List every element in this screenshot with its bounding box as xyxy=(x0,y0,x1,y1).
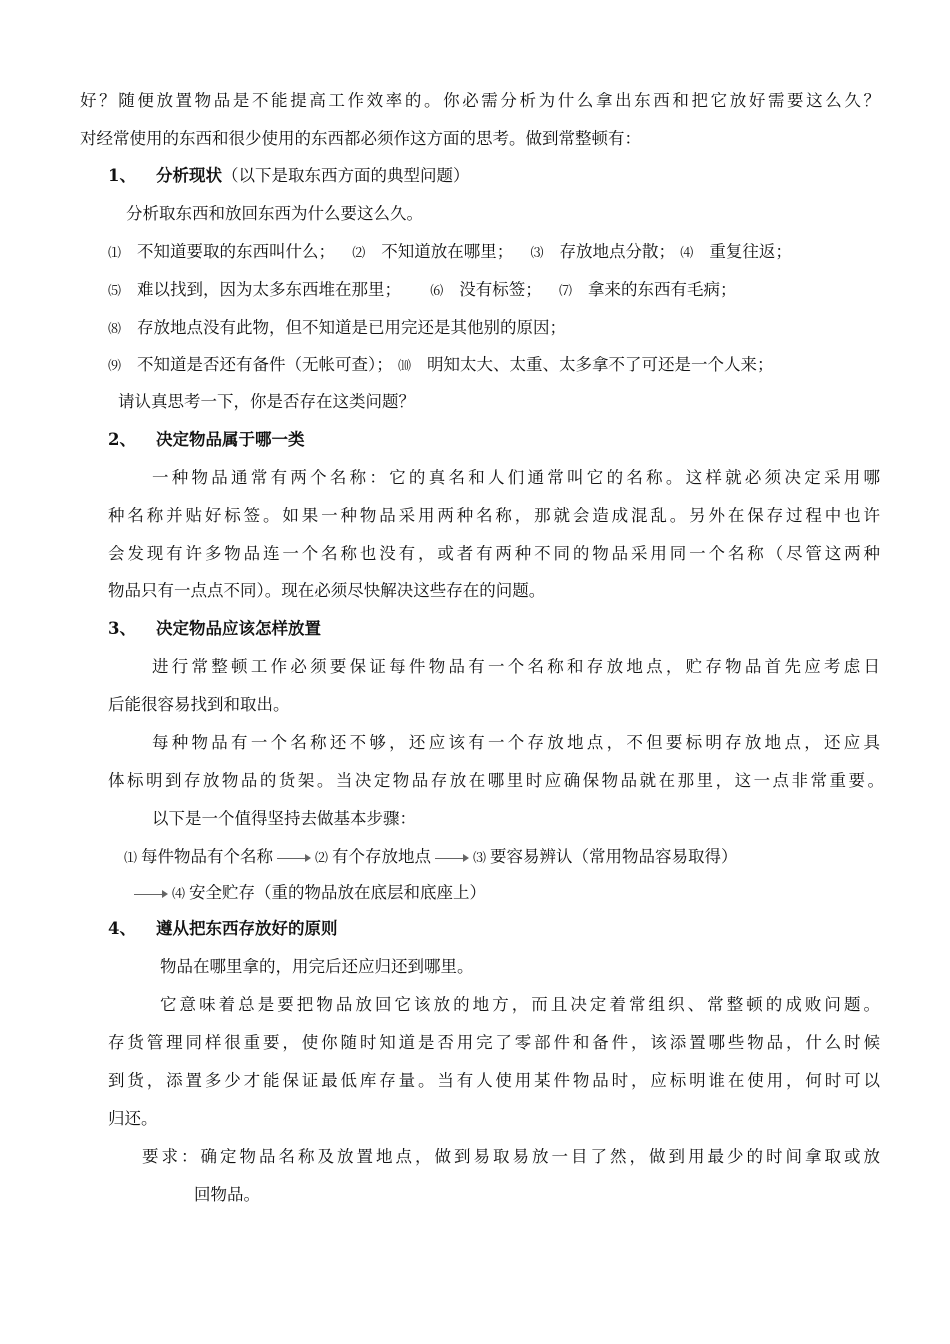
step-text: 要容易辨认（常用物品容易取得） xyxy=(490,847,738,866)
arrow-right-icon xyxy=(435,851,469,865)
section-2-title: 决定物品属于哪一类 xyxy=(156,430,305,449)
problem-text: 不知道放在哪里； xyxy=(381,242,514,261)
step-number: ⑶ xyxy=(473,851,487,866)
step-number: ⑵ xyxy=(315,851,329,866)
requirement-line-1: 要求：确定物品名称及放置地点，做到易取易放一目了然，做到用最少的时间拿取或放 xyxy=(142,1147,880,1166)
problem-text: 存放地点没有此物，但不知道是已用完还是其他别的原因； xyxy=(137,318,567,337)
steps-row-2 xyxy=(130,882,880,906)
section-3-line-1: 进行常整顿工作必须要保证每件物品有一个名称和存放地点，贮存物品首先应考虑日 xyxy=(152,657,880,676)
problem-number: ⑷ xyxy=(680,246,694,261)
problem-text: 重复往返； xyxy=(709,242,792,261)
section-1-subtitle: （以下是取东西方面的典型问题） xyxy=(222,166,470,185)
section-3-number: 3、 xyxy=(108,619,136,638)
section-4-line-2: 它意味着总是要把物品放回它该放的地方，而且决定着常组织、常整顿的成败问题。 xyxy=(160,995,880,1014)
steps-row-1 xyxy=(124,846,880,870)
step-text: 有个存放地点 xyxy=(332,847,432,866)
requirement-line-2: 回物品。 xyxy=(194,1185,260,1204)
section-4-line-4: 到货，添置多少才能保证最低库存量。当有人使用某件物品时，应标明谁在使用，何时可以 xyxy=(108,1071,880,1090)
step-text: 每件物品有个名称 xyxy=(141,847,274,866)
section-2-heading xyxy=(108,429,880,451)
section-4-line-3: 存货管理同样很重要，使你随时知道是否用完了零部件和备件，该添置哪些物品，什么时候 xyxy=(108,1033,880,1052)
problem-text: 难以找到，因为太多东西堆在那里； xyxy=(137,280,402,299)
section-1-heading xyxy=(108,165,880,187)
section-1-number: 1、 xyxy=(108,166,136,185)
section-1-lead: 分析取东西和放回东西为什么要这么久。 xyxy=(126,204,423,223)
problem-row-4 xyxy=(108,354,884,378)
section-4-number: 4、 xyxy=(108,919,136,938)
section-3-line-3: 每种物品有一个名称还不够，还应该有一个存放地点，不但要标明存放地点，还应具 xyxy=(152,733,880,752)
problem-number: ⑵ xyxy=(352,246,366,261)
problem-text: 拿来的东西有毛病； xyxy=(588,280,737,299)
problem-row-2 xyxy=(108,279,880,303)
section-4-heading xyxy=(108,918,880,940)
step-text: 安全贮存（重的物品放在底层和底座上） xyxy=(189,883,487,902)
intro-line-1: 好？随便放置物品是不能提高工作效率的。你必需分析为什么拿出东西和把它放好需要这么久？ xyxy=(80,91,880,110)
arrow-right-icon xyxy=(277,851,311,865)
problem-row-3 xyxy=(108,317,880,341)
problem-number: ⑹ xyxy=(430,284,444,299)
problem-number: ⑶ xyxy=(530,246,544,261)
section-3-line-4: 体标明到存放物品的货架。当决定物品存放在哪里时应确保物品就在那里，这一点非常重要。 xyxy=(108,771,884,790)
problem-number: ⑺ xyxy=(559,284,573,299)
section-4-title: 遵从把东西存放好的原则 xyxy=(156,919,338,938)
problem-number: ⑻ xyxy=(108,322,122,337)
problem-text: 存放地点分散； xyxy=(559,242,676,261)
section-1-title: 分析现状 xyxy=(156,166,222,185)
intro-line-2: 对经常使用的东西和很少使用的东西都必须作这方面的思考。做到常整顿有： xyxy=(80,129,641,148)
problem-number: ⑴ xyxy=(108,246,122,261)
section-2-line-2: 种名称并贴好标签。如果一种物品采用两种名称，那就会造成混乱。另外在保存过程中也许 xyxy=(108,506,880,525)
section-3-line-2: 后能很容易找到和取出。 xyxy=(108,695,290,714)
section-1-closing: 请认真思考一下，你是否存在这类问题？ xyxy=(118,392,415,411)
problem-number: ⑼ xyxy=(108,359,122,374)
problem-text: 明知太大、太重、太多拿不了可还是一个人来； xyxy=(427,355,774,374)
section-2-line-3: 会发现有许多物品连一个名称也没有，或者有两种不同的物品采用同一个名称（尽管这两种 xyxy=(108,544,880,563)
section-4-line-5: 归还。 xyxy=(108,1109,158,1128)
section-3-line-5: 以下是一个值得坚持去做基本步骤： xyxy=(152,809,416,828)
section-2-number: 2、 xyxy=(108,430,136,449)
problem-text: 不知道要取的东西叫什么； xyxy=(137,242,336,261)
arrow-right-icon xyxy=(134,887,168,901)
problem-text: 不知道是否还有备件（无帐可查）； xyxy=(137,355,393,374)
problem-number: ⑸ xyxy=(108,284,122,299)
section-2-line-4: 物品只有一点点不同）。现在必须尽快解决这些存在的问题。 xyxy=(108,581,546,600)
section-4-line-1: 物品在哪里拿的，用完后还应归还到哪里。 xyxy=(160,957,474,976)
section-2-line-1: 一种物品通常有两个名称：它的真名和人们通常叫它的名称。这样就必须决定采用哪 xyxy=(152,468,880,487)
step-number: ⑷ xyxy=(172,887,186,902)
problem-number: ⑽ xyxy=(398,359,412,374)
problem-row-1 xyxy=(108,241,882,265)
step-number: ⑴ xyxy=(124,851,138,866)
problem-text: 没有标签； xyxy=(459,280,542,299)
section-3-heading xyxy=(108,618,880,640)
section-3-title: 决定物品应该怎样放置 xyxy=(156,619,321,638)
